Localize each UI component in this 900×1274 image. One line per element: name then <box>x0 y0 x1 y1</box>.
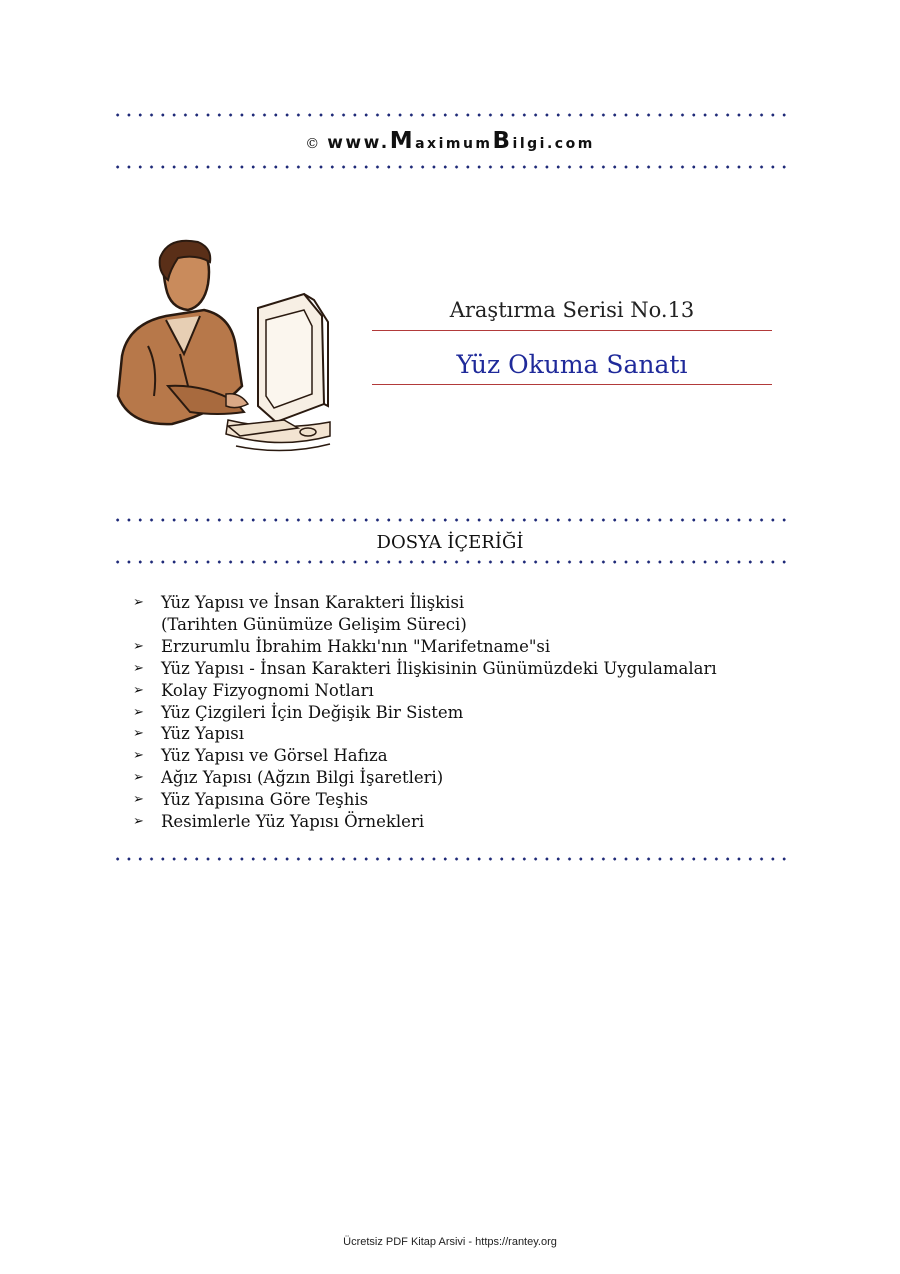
document-title: Yüz Okuma Sanatı <box>456 350 688 379</box>
dotted-divider-contents-heading-bottom <box>112 560 790 564</box>
site-prefix: www. <box>327 133 390 153</box>
contents-item <box>133 636 793 658</box>
contents-item <box>133 767 793 789</box>
arrow-bullet-icon: ➢ <box>133 770 144 786</box>
contents-item-label: Resimlerle Yüz Yapısı Örnekleri <box>161 812 425 832</box>
contents-item-text <box>161 767 443 789</box>
contents-heading: DOSYA İÇERİĞİ <box>376 532 524 553</box>
arrow-bullet-icon: ➢ <box>133 638 144 654</box>
dotted-divider-header-bottom <box>112 165 790 169</box>
arrow-bullet-icon: ➢ <box>133 748 144 764</box>
contents-item-label: Yüz Yapısı - İnsan Karakteri İlişkisinin Günümüzdeki Uygulamaları <box>161 658 717 678</box>
contents-item-label: Kolay Fizyognomi Notları <box>161 680 374 700</box>
contents-item-label: Yüz Yapısına Göre Teşhis <box>161 790 369 810</box>
series-underline <box>372 330 772 331</box>
contents-list <box>133 592 793 833</box>
arrow-bullet-icon: ➢ <box>133 682 144 698</box>
copyright-symbol: © <box>305 136 320 152</box>
series-label: Araştırma Serisi No.13 <box>449 298 695 322</box>
contents-item <box>133 745 793 767</box>
contents-item-text <box>161 811 424 833</box>
footer-text: Ücretsiz PDF Kitap Arsivi - https://rantey.org <box>343 1236 557 1248</box>
dotted-divider-contents-top <box>112 518 790 522</box>
contents-item-label: Ağız Yapısı (Ağzın Bilgi İşaretleri) <box>161 768 444 788</box>
title-underline <box>372 384 772 385</box>
contents-item-text <box>161 680 374 702</box>
contents-item-label: Yüz Yapısı ve Görsel Hafıza <box>161 746 388 766</box>
contents-item-text <box>161 745 388 767</box>
arrow-bullet-icon: ➢ <box>133 660 144 676</box>
contents-item-subtext: (Tarihten Günümüze Gelişim Süreci) <box>161 614 467 634</box>
contents-item-label: Yüz Çizgileri İçin Değişik Bir Sistem <box>161 702 464 722</box>
dotted-divider-top <box>112 113 790 117</box>
contents-item <box>133 723 793 745</box>
arrow-bullet-icon: ➢ <box>133 814 144 830</box>
contents-item-text <box>161 723 244 745</box>
arrow-bullet-icon: ➢ <box>133 726 144 742</box>
contents-item-text <box>161 702 463 724</box>
man-at-computer-illustration <box>108 236 332 458</box>
contents-item <box>133 592 793 636</box>
dotted-divider-contents-bottom <box>112 857 790 861</box>
contents-item-text <box>161 658 717 680</box>
arrow-bullet-icon: ➢ <box>133 792 144 808</box>
contents-item-text <box>161 789 368 811</box>
contents-item <box>133 811 793 833</box>
contents-item-text <box>161 636 550 658</box>
contents-item-label: Yüz Yapısı ve İnsan Karakteri İlişkisi <box>161 593 465 612</box>
contents-item-label: Erzurumlu İbrahim Hakkı'nın "Marifetname"si <box>161 636 551 656</box>
contents-item <box>133 789 793 811</box>
site-url: © www.MaximumBilgi.com <box>305 128 595 154</box>
contents-item-text <box>161 592 467 636</box>
contents-item-label: Yüz Yapısı <box>161 724 245 744</box>
arrow-bullet-icon: ➢ <box>133 595 144 610</box>
contents-item <box>133 702 793 724</box>
contents-item <box>133 680 793 702</box>
arrow-bullet-icon: ➢ <box>133 704 144 720</box>
contents-item <box>133 658 793 680</box>
